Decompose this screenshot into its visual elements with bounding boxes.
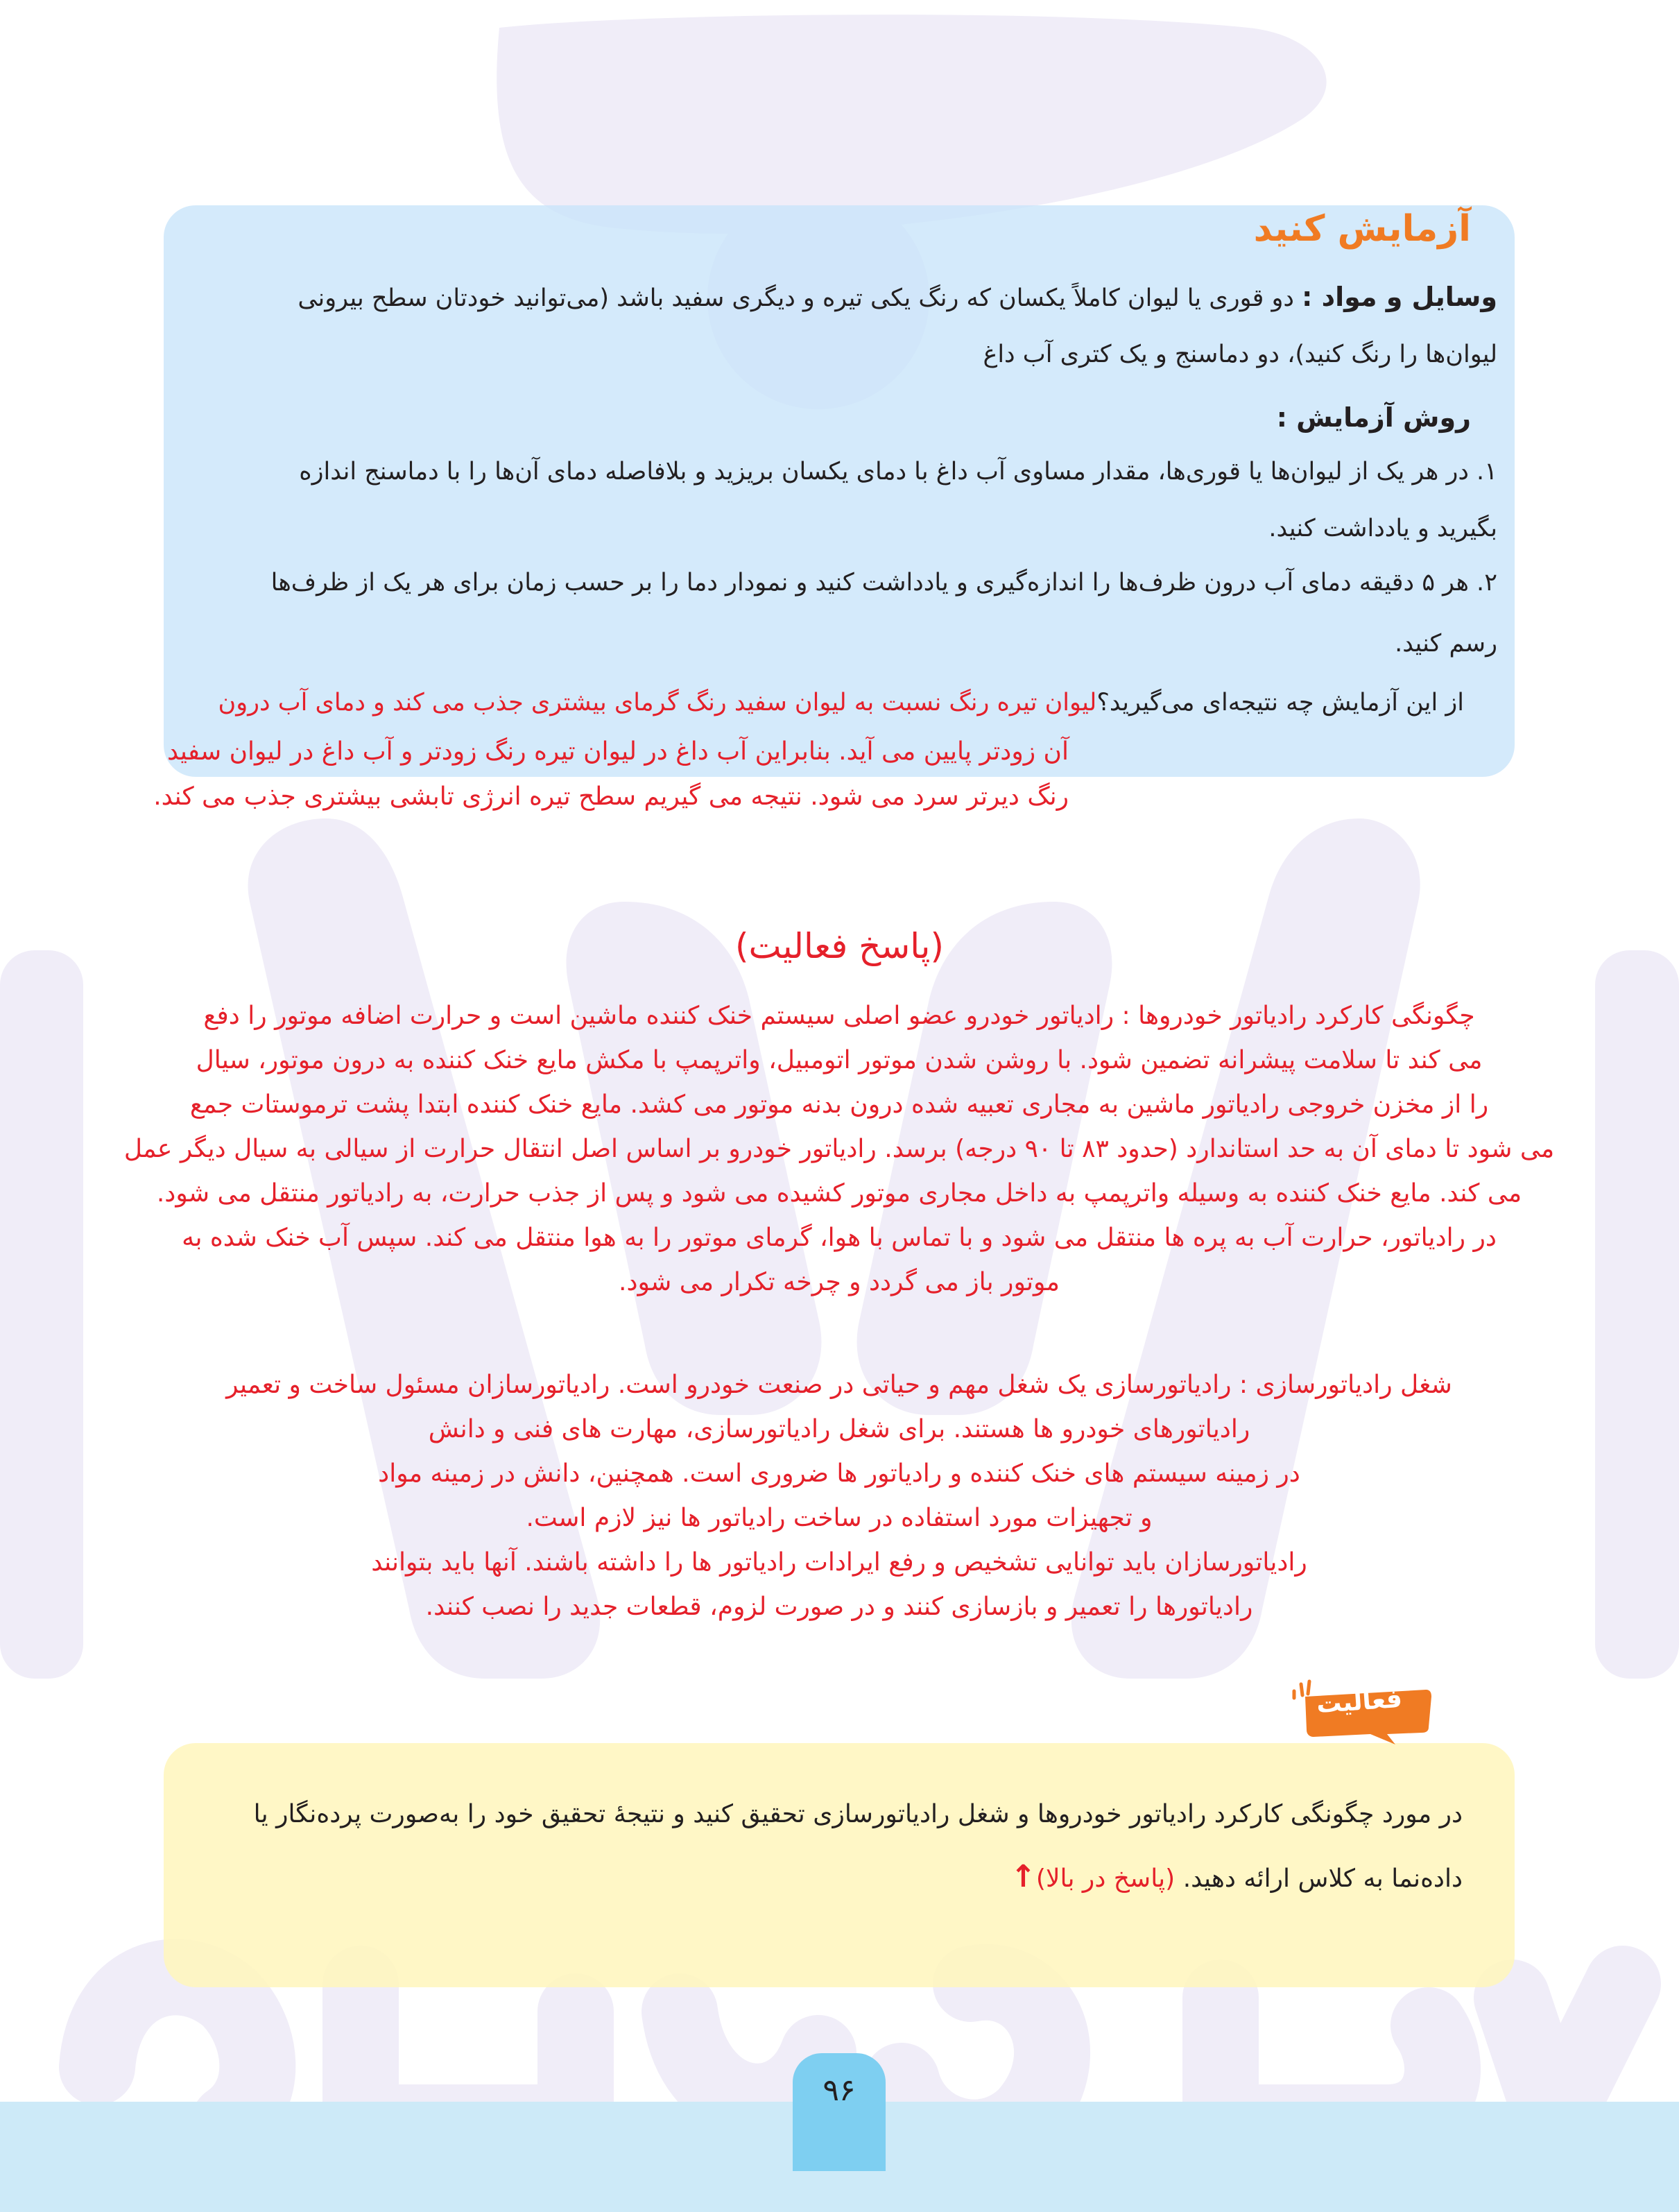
answer-hint: (پاسخ در بالا) — [1035, 1864, 1176, 1893]
page-number: ۹۶ — [823, 2073, 856, 2108]
paragraph-1-line: موتور باز می گردد و چرخه تکرار می شود. — [619, 1268, 1060, 1296]
materials-text-1: دو قوری یا لیوان کاملاً یکسان که رنگ یکی تیره و دیگری سفید باشد (می‌توانید خودتان سطح بیرونی — [298, 284, 1295, 312]
method-label: روش آزمایش : — [1276, 402, 1471, 433]
activity-tag-label: فعالیت — [1315, 1684, 1404, 1720]
activity-line-2 — [1010, 1859, 1463, 1894]
activity-line-1: در مورد چگونگی کارکرد رادیاتور خودروها و شغل رادیاتورسازی تحقیق کنید و نتیجهٔ تحقیق خود را به‌صورت پرده‌نگار یا — [253, 1800, 1463, 1828]
paragraph-2-line: و تجهیزات مورد استفاده در ساخت رادیاتور ها نیز لازم است. — [526, 1504, 1153, 1532]
experiment-title: آزمایش کنید — [1253, 208, 1471, 250]
paragraph-1-line: در رادیاتور، حرارت آب به پره ها منتقل می شود و با تماس با هوا، گرمای موتور را به هوا منتقل می کند. سپس آب خنک شده به — [182, 1224, 1497, 1252]
arrow-up-icon: ↑ — [1010, 1859, 1036, 1894]
materials-line-1 — [180, 282, 1497, 312]
paragraph-1-line: می کند تا سلامت پیشرانه تضمین شود. با روشن شدن موتور اتومبیل، واترپمپ با مکش مایع خنک کننده به درون موتور، سیال — [196, 1046, 1483, 1074]
materials-label: وسایل و مواد : — [1302, 282, 1497, 312]
paragraph-1-line: می شود تا دمای آن به حد استاندارد (حدود ۸۳ تا ۹۰ درجه) برسد. رادیاتور خودرو بر اساس اصل انتقال حرارت از سیالی به سیال دیگر عمل — [123, 1135, 1555, 1163]
materials-line-2: لیوان‌ها را رنگ کنید)، دو دماسنج و یک کتری آب داغ — [983, 341, 1497, 368]
answer-line-1: لیوان تیره رنگ نسبت به لیوان سفید رنگ گرمای بیشتری جذب می کند و دمای آب درون — [218, 689, 1097, 717]
question-text: از این آزمایش چه نتیجه‌ای می‌گیرید؟ — [1096, 689, 1464, 717]
step-1-line-1: ۱. در هر یک از لیوان‌ها یا قوری‌ها، مقدار مساوی آب داغ با دمای یکسان بریزید و بلافاصله دمای آن‌ها را با دماسنج اندازه — [299, 458, 1497, 486]
paragraph-2-line: در زمینه سیستم های خنک کننده و رادیاتور ها ضروری است. همچنین، دانش در زمینه مواد — [378, 1459, 1300, 1488]
paragraph-1-line: را از مخزن خروجی رادیاتور ماشین به مجاری تعبیه شده درون بدنه موتور می کشد. مایع خنک کننده ابتدا پشت ترموستات جمع — [189, 1090, 1489, 1119]
answer-paragraph-1 — [28, 994, 1651, 1305]
activity-text-2: داده‌نما به کلاس ارائه دهید. — [1182, 1864, 1463, 1893]
paragraph-2-line: رادیاتورهای خودرو ها هستند. برای شغل رادیاتورسازی، مهارت های فنی و دانش — [428, 1415, 1250, 1443]
answer-line-3: رنگ دیرتر سرد می شود. نتیجه می گیریم سطح تیره انرژی تابشی بیشتری جذب می کند. — [153, 782, 1069, 811]
answer-paragraph-2 — [28, 1363, 1651, 1629]
paragraph-2-line: رادیاتورها را تعمیر و بازسازی کنند و در صورت لزوم، قطعات جدید را نصب کنند. — [425, 1593, 1253, 1621]
step-1-line-2: بگیرید و یادداشت کنید. — [1268, 515, 1497, 542]
paragraph-1-line: چگونگی کارکرد رادیاتور خودروها : رادیاتور خودرو عضو اصلی سیستم خنک کننده ماشین است و حرارت اضافه موتور را دفع — [203, 1002, 1475, 1030]
step-2-line-1: ۲. هر ۵ دقیقه دمای آب درون ظرف‌ها را اندازه‌گیری و یادداشت کنید و نمودار دما را بر حسب زمان برای هر یک از ظرف‌ها — [270, 569, 1497, 597]
answer-section-title: (پاسخ فعالیت) — [735, 926, 944, 966]
page-number-tab — [793, 2053, 886, 2171]
paragraph-2-line: رادیاتورسازان باید توانایی تشخیص و رفع ایرادات رادیاتور ها را داشته باشند. آنها باید بتوانند — [371, 1548, 1307, 1577]
question-line — [146, 689, 1464, 717]
answer-line-2: آن زودتر پایین می آید. بنابراین آب داغ در لیوان تیره رنگ زودتر و آب داغ در لیوان سفید — [166, 737, 1069, 766]
step-2-line-2: رسم کنید. — [1395, 630, 1497, 658]
paragraph-2-line: شغل رادیاتورسازی : رادیاتورسازی یک شغل مهم و حیاتی در صنعت خودرو است. رادیاتورسازان مسئول ساخت و تعمیر — [226, 1371, 1452, 1399]
paragraph-1-line: می کند. مایع خنک کننده به وسیله واترپمپ به داخل مجاری موتور کشیده می شود و پس از جذب حرارت، به رادیاتور منتقل می شود. — [156, 1179, 1522, 1208]
